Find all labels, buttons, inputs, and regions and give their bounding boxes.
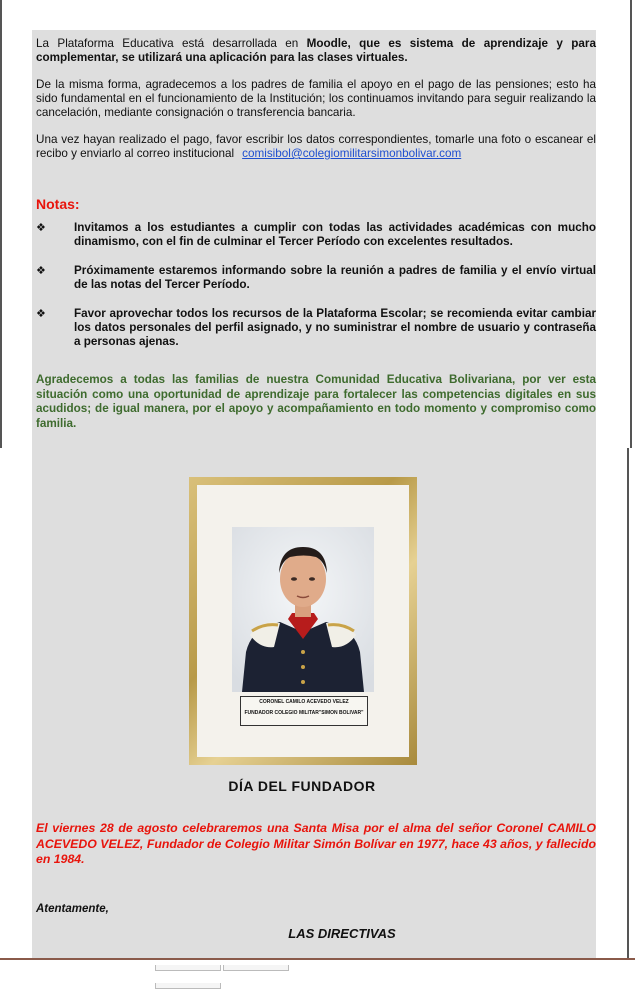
intro-p1-normal: La Plataforma Educativa está desarrollada en	[36, 37, 307, 50]
note-text: Favor aprovechar todos los recursos de la Plataforma Escolar; se recomienda evitar cambiar los datos personales del perfil asignado, y no suministrar el nombre de usuario y contraseña a personas ajenas.	[74, 307, 596, 348]
intro-p3-text: Una vez hayan realizado el pago, favor escribir los datos correspondientes, tomarle una foto o escanear el recibo y enviarlo al correo institucional	[36, 133, 596, 160]
portrait-mat	[197, 485, 409, 757]
plaque-line-2: FUNDADOR COLEGIO MILITAR"SIMON BOLIVAR"	[244, 710, 364, 716]
tab-stub	[155, 965, 221, 971]
left-border	[0, 0, 2, 448]
intro-p1-bold: Moodle, que es sistema de aprendizaje y para complementar, se utilizará una aplicación para las clases virtuales.	[36, 37, 596, 64]
intro-paragraph-2: De la misma forma, agradecemos a los padres de familia el apoyo en el pago de las pensiones; esto ha sido fundamental en el funcionamiento de la Institución; los continuamos invitando para seguir realizando la cancelación, mediante consignación o transferencia bancaria.	[36, 78, 596, 119]
diamond-bullet-icon: ❖	[36, 308, 46, 320]
tab-stub	[155, 983, 221, 989]
thanks-paragraph: Agradecemos a todas las familias de nuestra Comunidad Educativa Bolivariana, por ver esta situación como una oportunidad de aprendizaje para fortalecer las competencias digitales en sus acudidos; de igual manera, por el apoyo y acompañamiento en todo momento y compromiso como familia.	[36, 373, 596, 430]
founder-portrait-frame	[189, 477, 417, 765]
mass-announcement: El viernes 28 de agosto celebraremos una Santa Misa por el alma del señor Coronel CAMILO ACEVEDO VELEZ, Fundador de Colegio Militar Simón Bolívar en 1977, hace 43 años, y fallecido en 1984.	[36, 821, 596, 866]
founder-portrait-image	[232, 527, 374, 692]
email-link[interactable]: comisibol@colegiomilitarsimonbolivar.com	[242, 147, 462, 160]
tab-stub	[223, 965, 289, 971]
right-border	[630, 0, 632, 448]
signature: LAS DIRECTIVAS	[288, 926, 396, 941]
note-item	[36, 221, 596, 251]
diamond-bullet-icon: ❖	[36, 265, 46, 277]
right-border-lower	[627, 448, 629, 960]
intro-paragraph-3	[36, 133, 596, 161]
intro-paragraph-1	[36, 37, 596, 65]
diamond-bullet-icon: ❖	[36, 222, 46, 234]
founder-day-heading: DÍA DEL FUNDADOR	[228, 778, 376, 794]
page-tabs	[155, 958, 355, 964]
closing-salutation: Atentamente,	[36, 903, 109, 915]
note-item	[36, 264, 596, 294]
note-text: Invitamos a los estudiantes a cumplir con todas las actividades académicas con mucho dinamismo, con el fin de culminar el Tercer Período con excelentes resultados.	[74, 221, 596, 248]
plaque-line-1: CORONEL CAMILO ACEVEDO VELEZ	[259, 699, 349, 705]
note-text: Próximamente estaremos informando sobre la reunión a padres de familia y el envío virtual de las notas del Tercer Período.	[74, 264, 596, 291]
portrait-plaque	[240, 696, 368, 726]
notes-title: Notas:	[36, 196, 80, 212]
note-item	[36, 307, 596, 351]
